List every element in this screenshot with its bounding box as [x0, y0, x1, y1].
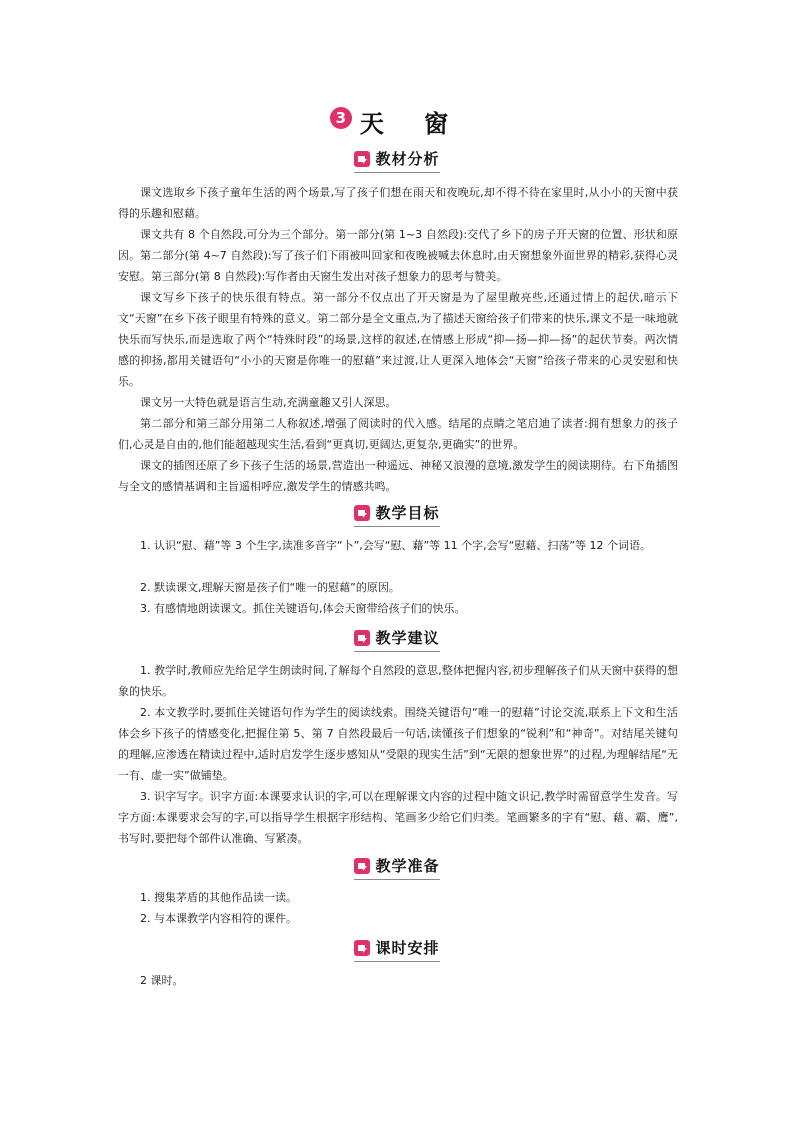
bookmark-arrow-icon: [354, 858, 370, 874]
lesson-title: 天 窗: [359, 109, 465, 138]
section-label: 教材分析: [375, 150, 440, 168]
list-item: 1. 教学时,教师应先给足学生朗读时间,了解每个自然段的意思,整体把握内容,初步理解孩子们从天窗中获得的想象的快乐。: [118, 664, 678, 698]
list-item: 2. 默读课文,理解天窗是孩子们“唯一的慰藉”的原因。: [140, 581, 400, 594]
section-label: 教学目标: [375, 504, 440, 522]
section-label: 教学准备: [375, 857, 440, 875]
section-heading-preparation: [0, 855, 794, 880]
bookmark-arrow-icon: [354, 630, 370, 646]
list-item: 3. 识字写字。识字方面:本课要求认识的字,可以在理解课文内容的过程中随文识记,教学时需留意学生发音。写字方面:本课要求会写的字,可以指导学生根据字形结构、笔画多少给它们归类。笔画繁多的字有“慰、藉、霸、鹰”,书写时,要把每个部件认准确、写紧凑。: [118, 790, 678, 845]
bookmark-arrow-icon: [354, 505, 370, 521]
bookmark-arrow-icon: [354, 151, 370, 167]
paragraph: 课文共有 8 个自然段,可分为三个部分。第一部分(第 1~3 自然段):交代了乡下的房子开天窗的位置、形状和原因。第二部分(第 4~7 自然段):写了孩子们下雨被叫回家和夜晚被喊去休息时,由天窗想象外面世界的精彩,获得心灵安慰。第三部分(第 8 自然段):写作者由天窗生发出对孩子想象力的思考与赞美。: [118, 228, 678, 283]
section-heading-suggestions: [0, 627, 794, 652]
paragraph: 课文另一大特色就是语言生动,充满童趣又引人深思。: [140, 396, 397, 409]
section-heading-schedule: [0, 937, 794, 962]
list-item: 2 课时。: [140, 974, 184, 987]
paragraph: 课文选取乡下孩子童年生活的两个场景,写了孩子们想在雨天和夜晚玩,却不得不待在家里时,从小小的天窗中获得的乐趣和慰藉。: [118, 186, 678, 220]
list-item: 2. 与本课教学内容相符的课件。: [140, 912, 297, 925]
paragraph: 课文的插图还原了乡下孩子生活的场景,营造出一种遥远、神秘又浪漫的意境,激发学生的阅读期待。右下角插图与全文的感情基调和主旨遥相呼应,激发学生的情感共鸣。: [118, 459, 678, 493]
section-heading-goals: [0, 502, 794, 527]
lesson-header: [0, 104, 794, 139]
section-label: 课时安排: [375, 939, 440, 957]
section-heading-analysis: [0, 148, 794, 173]
lesson-number-badge: 3: [330, 107, 352, 129]
list-item: 1. 搜集茅盾的其他作品读一读。: [140, 891, 297, 904]
bookmark-arrow-icon: [354, 940, 370, 956]
list-item: 3. 有感情地朗读课文。抓住关键语句,体会天窗带给孩子们的快乐。: [140, 602, 466, 615]
section-label: 教学建议: [375, 629, 440, 647]
paragraph: 第二部分和第三部分用第二人称叙述,增强了阅读时的代入感。结尾的点睛之笔启迪了读者:拥有想象力的孩子们,心灵是自由的,他们能超越现实生活,看到“更真切,更阔达,更复杂,更确实”的世界。: [118, 417, 678, 451]
list-item: 1. 认识“慰、藉”等 3 个生字,读准多音字“卜”,会写“慰、藉”等 11 个字,会写“慰藉、扫荡”等 12 个词语。: [140, 539, 652, 552]
paragraph: 课文写乡下孩子的快乐很有特点。第一部分不仅点出了开天窗是为了屋里敞亮些,还通过情上的起伏,暗示下文“天窗”在乡下孩子眼里有特殊的意义。第二部分是全文重点,为了描述天窗给孩子们带来的快乐,课文不是一味地就快乐而写快乐,而是选取了两个“特殊时段”的场景,这样的叙述,在情感上形成“抑—扬—抑—扬”的起伏节奏。两次情感的抑扬,都用关键语句“小小的天窗是你唯一的慰藉”来过渡,让人更深入地体会“天窗”给孩子带来的心灵安慰和快乐。: [118, 291, 678, 388]
list-item: 2. 本文教学时,要抓住关键语句作为学生的阅读线索。围绕关键语句“唯一的慰藉”讨论交流,联系上下文和生活体会乡下孩子的情感变化,把握住第 5、第 7 自然段最后一句话,读懂孩子们想象的“锐利”和“神奇”。对结尾关键句的理解,应渗透在精读过程中,适时启发学生逐步感知从“受限的现实生活”到“无限的想象世界”的过程,为理解结尾“无一有、虚一实”做铺垫。: [118, 706, 678, 782]
